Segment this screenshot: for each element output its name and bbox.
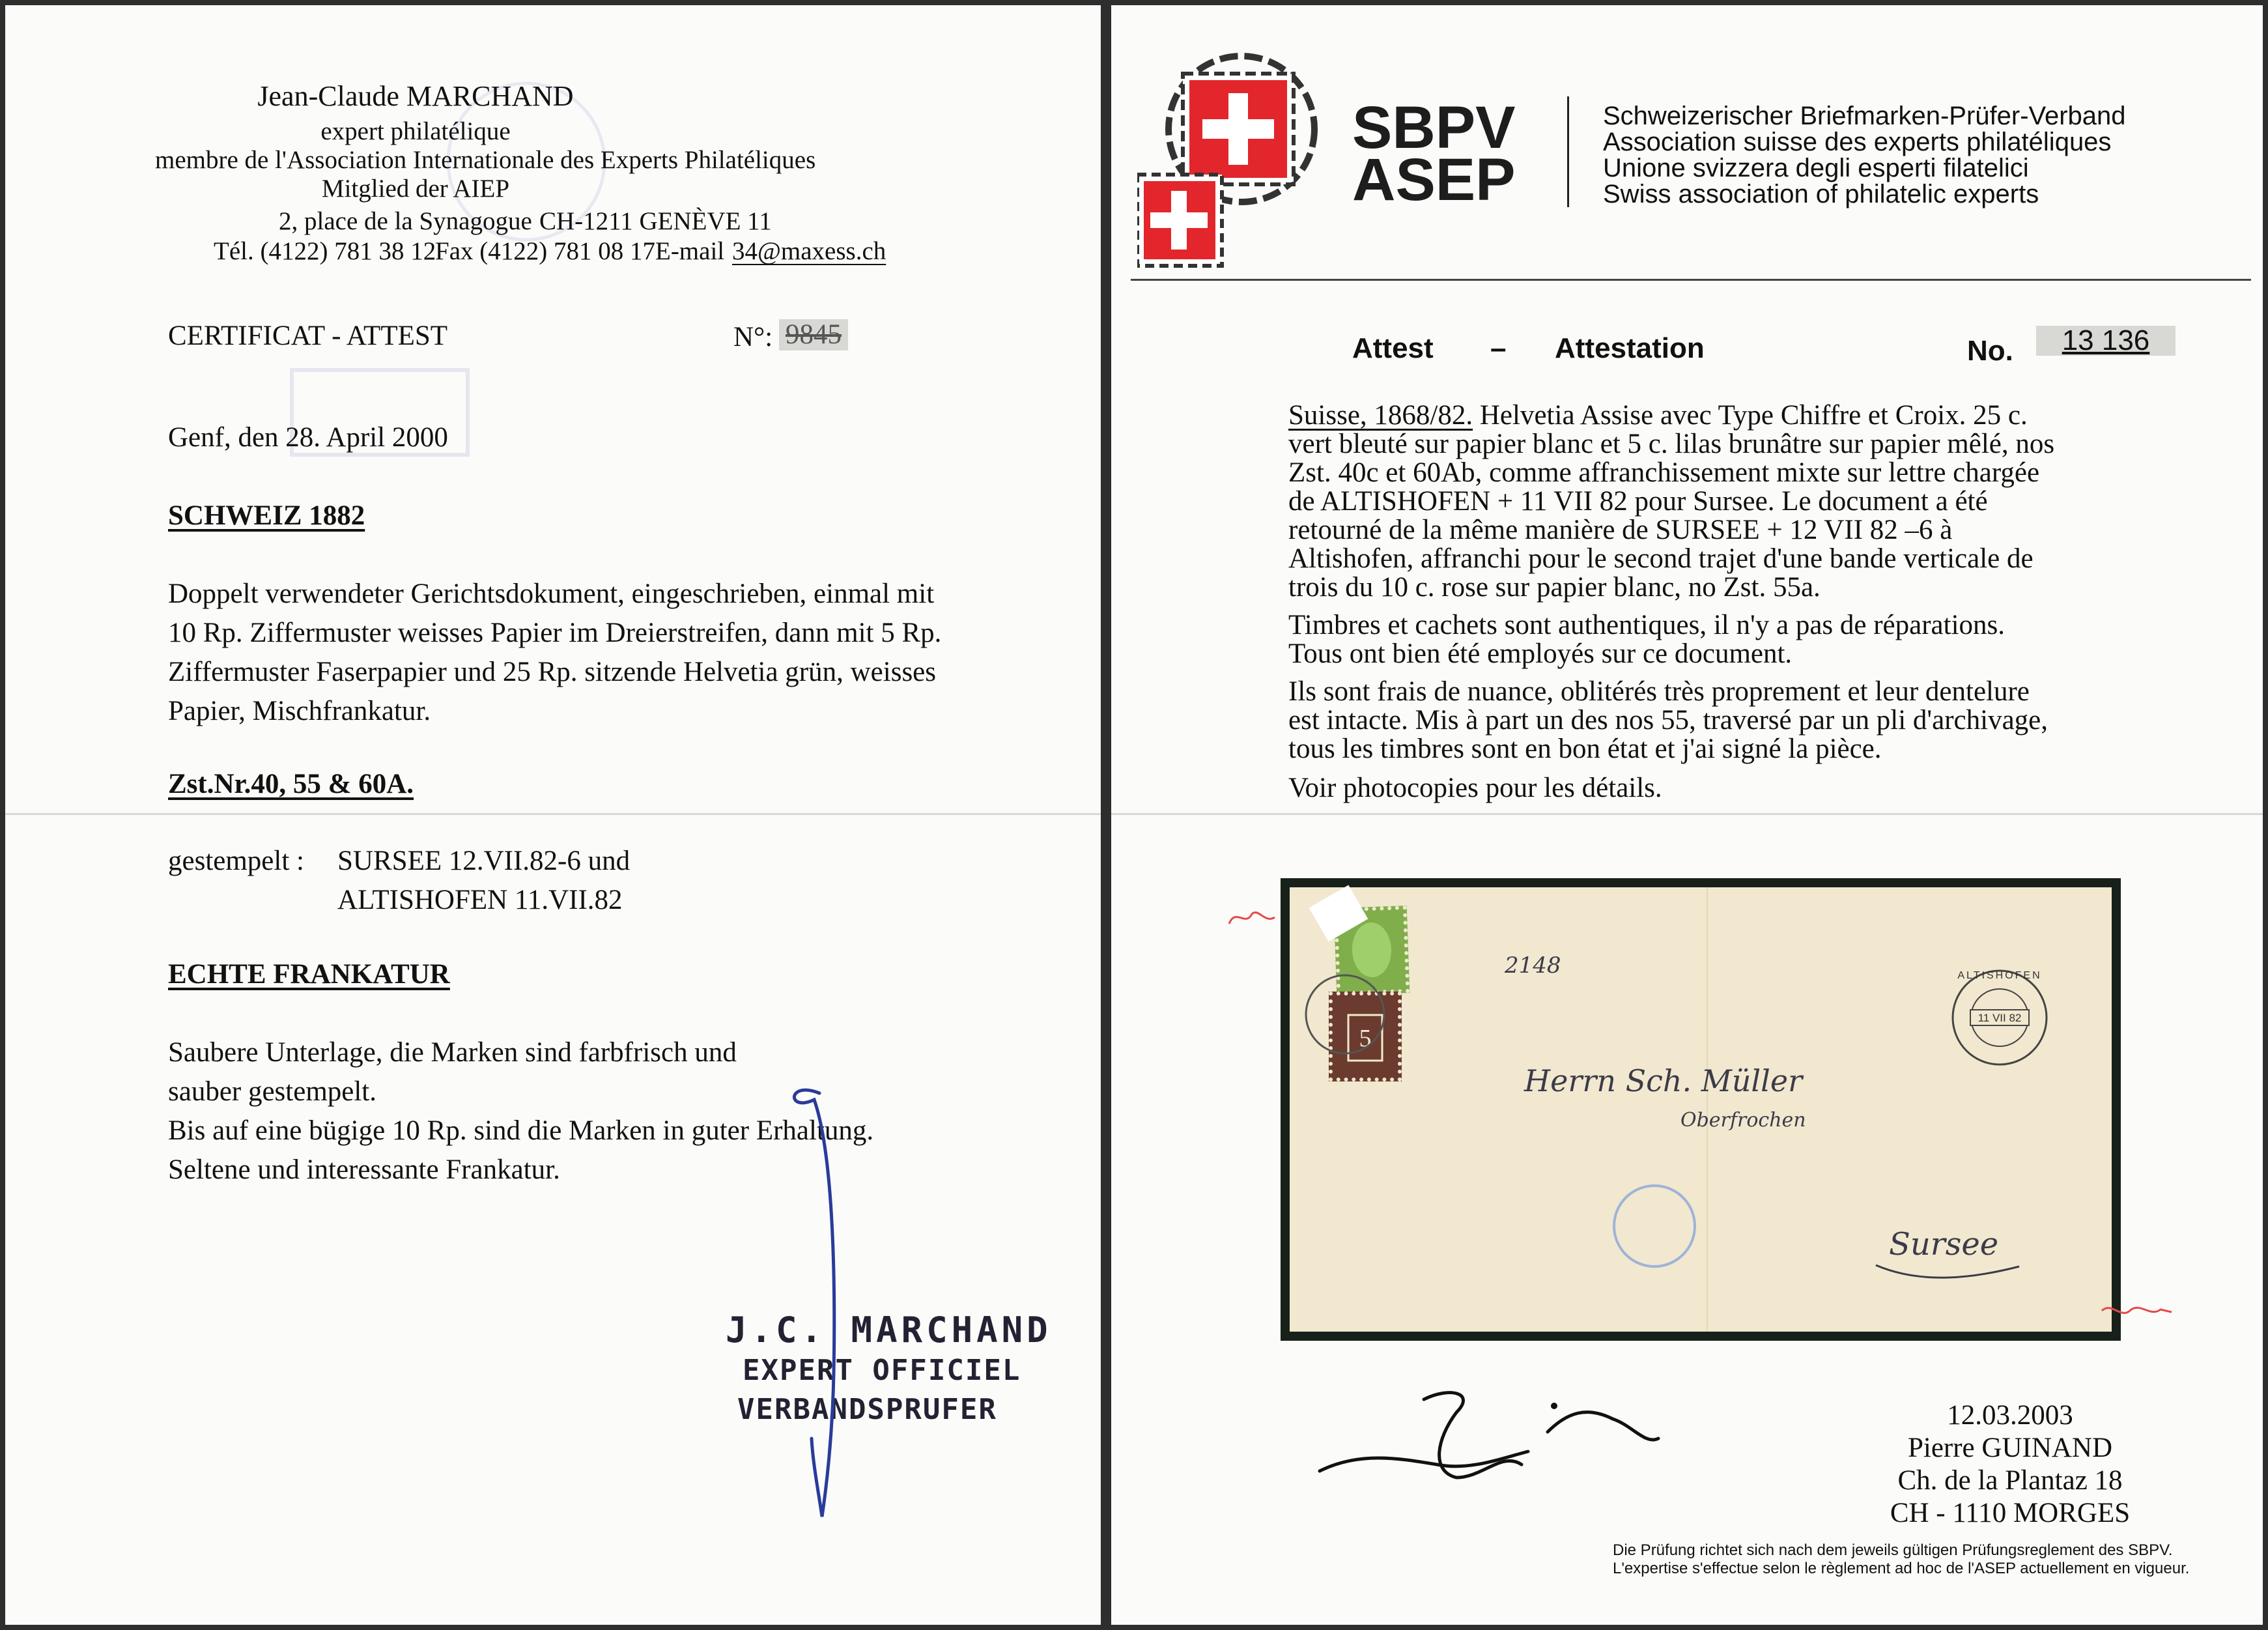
blue-cancel-circle <box>1602 1174 1707 1278</box>
marchand-certificate <box>5 5 1101 1625</box>
telephone: Tél. (4122) 781 38 12 <box>214 237 436 265</box>
para2-line: Timbres et cachets sont authentiques, il n'y a pas de réparations. <box>1288 610 2006 640</box>
sbpv-attestation <box>1111 5 2263 1625</box>
membership-de: Mitglied der AIEP <box>321 175 510 203</box>
footer-note-de: Die Prüfung richtet sich nach dem jeweils gültigen Prüfungsreglement des SBPV. <box>1613 1541 2173 1559</box>
catalogue-heading: Zst.Nr.40, 55 & 60A. <box>168 769 414 799</box>
logo-text-sbpv: SBPV <box>1352 94 1516 161</box>
title-dash: – <box>1490 332 1507 364</box>
cover-envelope <box>1290 887 2112 1332</box>
cover-address-line: Herrn Sch. Müller <box>1524 1063 1803 1098</box>
para1-line: de ALTISHOFEN + 11 VII 82 pour Sursee. Le document a été <box>1288 486 1988 517</box>
expert-street: Ch. de la Plantaz 18 <box>1897 1465 2123 1496</box>
association-name-fr: Association suisse des experts philatéliques <box>1603 128 2112 156</box>
association-name-de: Schweizerischer Briefmarken-Prüfer-Verband <box>1603 102 2126 130</box>
expert-role: expert philatélique <box>320 117 511 145</box>
certificate-title: CERTIFICAT - ATTEST <box>168 321 448 351</box>
para1-line: vert bleuté sur papier blanc et 5 c. lilas brunâtre sur papier mêlé, nos <box>1288 429 2055 459</box>
email-label: E-mail <box>655 237 725 265</box>
para3-line: Ils sont frais de nuance, oblitérés très proprement et leur dentelure <box>1288 676 2030 707</box>
para1-line: Altishofen, affranchi pour le second trajet d'une bande verticale de <box>1288 543 2034 574</box>
footer-note-fr: L'expertise s'effectue selon le règlement ad hoc de l'ASEP actuellement en vigueur. <box>1613 1560 2190 1577</box>
number-label: No. <box>1967 335 2013 367</box>
para1-first-line: Helvetia Assise avec Type Chiffre et Croix. 25 c. <box>1473 400 2028 431</box>
destination-underline <box>1869 1259 2026 1285</box>
cancel-label: gestempelt : <box>168 846 304 876</box>
red-pencil-mark <box>2099 1298 2177 1324</box>
photocopy-note: Voir photocopies pour les détails. <box>1288 773 1662 803</box>
membership: membre de l'Association Internationale des Experts Philatéliques <box>155 146 816 174</box>
association-name-it: Unione svizzera degli esperti filatelici <box>1603 154 2029 182</box>
address-city: CH-1211 GENÈVE 11 <box>539 207 772 235</box>
title-attest: Attest <box>1352 332 1434 364</box>
certificate-number: 13 136 <box>2036 326 2176 356</box>
para2-line: Tous ont bien été employés sur ce document. <box>1288 638 1793 669</box>
number-label: N°: <box>733 322 773 352</box>
country-year-heading: SCHWEIZ 1882 <box>168 500 365 531</box>
remark-line: Seltene und interessante Frankatur. <box>168 1154 560 1185</box>
cover-address-line: Oberfrochen <box>1680 1109 1806 1132</box>
header-rule <box>1131 279 2251 281</box>
description-line: Doppelt verwendeter Gerichtsdokument, eingeschrieben, einmal mit <box>168 579 935 609</box>
postmark-town: ALTISHOFEN <box>1957 970 2042 981</box>
address-street: 2, place de la Synagogue <box>279 207 532 235</box>
signature-date: 12.03.2003 <box>1947 1400 2073 1431</box>
association-name-en: Swiss association of philatelic experts <box>1603 180 2039 208</box>
description-line: Ziffermuster Faserpapier und 25 Rp. sitzende Helvetia grün, weisses <box>168 657 936 687</box>
para3-line: est intacte. Mis à part un des nos 55, traversé par un pli d'archivage, <box>1288 705 2048 736</box>
para3-line: tous les timbres sont en bon état et j'ai signé la pièce. <box>1288 734 1882 764</box>
email-link[interactable]: 34@maxess.ch <box>732 237 886 265</box>
docket-number: 2148 <box>1505 952 1561 979</box>
country-period: Suisse, 1868/82. <box>1288 400 1473 431</box>
guinand-signature-mark <box>1307 1373 1671 1504</box>
cancel-line: ALTISHOFEN 11.VII.82 <box>337 885 623 915</box>
stamp-value: 5 <box>1359 1025 1372 1052</box>
remark-line: Bis auf eine bügige 10 Rp. sind die Marken in guter Erhaltung. <box>168 1115 874 1146</box>
cover-photo <box>1281 878 2121 1341</box>
description-line: 10 Rp. Ziffermuster weisses Papier im Dreierstreifen, dann mit 5 Rp. <box>168 618 942 648</box>
sbpv-logo-icon <box>1137 25 1346 285</box>
title-attestation: Attestation <box>1555 332 1705 364</box>
verdict-heading: ECHTE FRANKATUR <box>168 959 450 990</box>
altishofen-postmark-icon <box>1935 952 2065 1083</box>
issue-date: Genf, den 28. April 2000 <box>168 422 448 453</box>
fax: Fax (4122) 781 08 17 <box>435 237 655 265</box>
cancel-circle <box>1296 965 1394 1063</box>
rubber-stamp-line: EXPERT OFFICIEL <box>743 1354 1021 1387</box>
logo-divider <box>1567 96 1569 207</box>
cancel-line: SURSEE 12.VII.82-6 und <box>337 846 631 876</box>
rubber-stamp-line: J.C. MARCHAND <box>726 1309 1052 1351</box>
fold-line <box>5 813 1101 815</box>
rubber-stamp-line: VERBANDSPRUFER <box>737 1393 997 1426</box>
expert-city: CH - 1110 MORGES <box>1890 1498 2131 1528</box>
cover-destination: Sursee <box>1889 1226 1999 1263</box>
remark-line: Saubere Unterlage, die Marken sind farbfrisch und <box>168 1037 737 1068</box>
description-line: Papier, Mischfrankatur. <box>168 696 431 726</box>
logo-text-asep: ASEP <box>1352 147 1516 213</box>
expert-name: Pierre GUINAND <box>1907 1433 2113 1463</box>
postmark-date: 11 VII 82 <box>1977 1012 2022 1024</box>
para1-line: retourné de la même manière de SURSEE + 12 VII 82 –6 à <box>1288 515 1953 545</box>
certificate-number: 9845 <box>779 319 848 350</box>
remark-line: sauber gestempelt. <box>168 1076 377 1107</box>
red-pencil-mark <box>1226 904 1278 930</box>
para1-line: Zst. 40c et 60Ab, comme affranchissement mixte sur lettre chargée <box>1288 457 2040 488</box>
fold-line <box>1111 813 2263 815</box>
expert-name: Jean-Claude MARCHAND <box>257 80 574 112</box>
para1-line: trois du 10 c. rose sur papier blanc, no Zst. 55a. <box>1288 572 1821 603</box>
signature-mark <box>774 1074 878 1530</box>
